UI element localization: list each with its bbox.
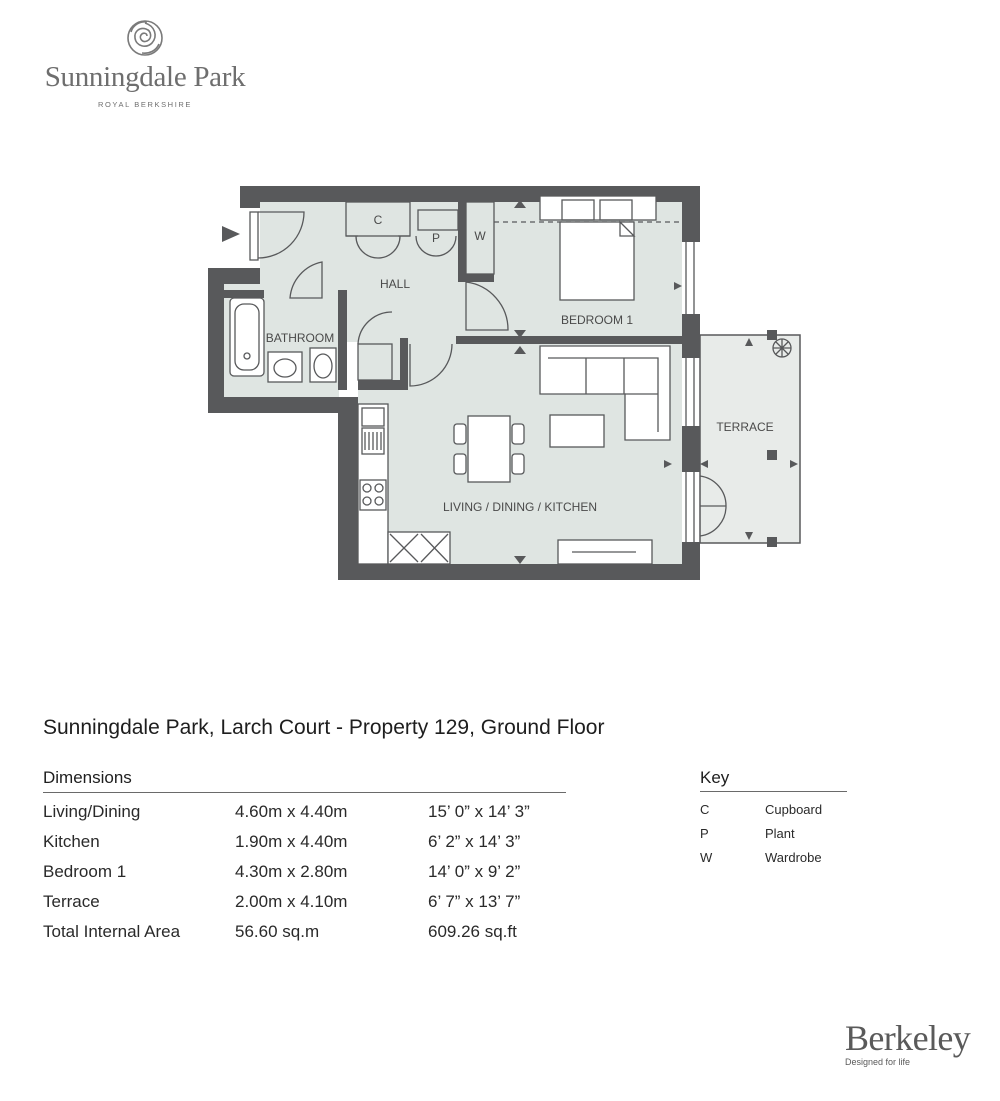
entrance-arrow-icon	[222, 226, 240, 242]
room-metric: 4.30m x 2.80m	[235, 862, 348, 881]
key-row	[700, 845, 822, 869]
key-label: Wardrobe	[765, 849, 822, 865]
table-row	[43, 857, 530, 887]
bathroom-label: BATHROOM	[265, 331, 335, 345]
property-title: Sunningdale Park, Larch Court - Property 129, Ground Floor	[43, 716, 605, 739]
room-metric: 1.90m x 4.40m	[235, 832, 348, 851]
developer-name: Berkeley	[845, 1018, 971, 1058]
dimensions-table	[43, 797, 530, 947]
room-name: Terrace	[43, 892, 100, 911]
terrace-label: TERRACE	[716, 420, 774, 434]
key-table	[700, 797, 822, 869]
room-imperial: 609.26 sq.ft	[428, 922, 517, 941]
plant-label: P	[431, 231, 441, 245]
key-row	[700, 797, 822, 821]
development-location: ROYAL BERKSHIRE	[97, 100, 193, 109]
room-name: Kitchen	[43, 832, 100, 851]
cupboard-label: C	[373, 213, 383, 227]
key-code: W	[700, 849, 713, 865]
key-label: Plant	[765, 825, 795, 841]
key-code: P	[700, 825, 709, 841]
key-code: C	[700, 801, 710, 817]
key-section	[700, 768, 847, 869]
room-imperial: 6’ 7” x 13’ 7”	[428, 892, 521, 911]
dimensions-section	[43, 768, 566, 947]
dimensions-heading: Dimensions	[43, 768, 566, 793]
development-name: Sunningdale Park	[44, 61, 246, 93]
table-row	[43, 797, 530, 827]
room-imperial: 6’ 2” x 14’ 3”	[428, 832, 521, 851]
room-name: Bedroom 1	[43, 862, 127, 881]
room-name: Living/Dining	[43, 802, 141, 821]
table-row	[43, 887, 530, 917]
developer-tagline: Designed for life	[845, 1057, 911, 1067]
wardrobe-label: W	[474, 229, 486, 243]
room-metric: 2.00m x 4.10m	[235, 892, 348, 911]
key-label: Cupboard	[765, 801, 823, 817]
room-name: Total Internal Area	[43, 922, 181, 941]
key-heading: Key	[700, 768, 847, 792]
room-metric: 56.60 sq.m	[235, 922, 320, 941]
table-row	[43, 917, 530, 947]
room-metric: 4.60m x 4.40m	[235, 802, 348, 821]
living-label: LIVING / DINING / KITCHEN	[442, 500, 598, 514]
developer-logo	[845, 1020, 975, 1067]
hall-label: HALL	[379, 277, 411, 291]
terrace-area	[700, 335, 800, 543]
key-row	[700, 821, 822, 845]
table-row	[43, 827, 530, 857]
bedroom-label: BEDROOM 1	[560, 313, 634, 327]
room-imperial: 15’ 0” x 14’ 3”	[428, 802, 530, 821]
room-imperial: 14’ 0” x 9’ 2”	[428, 862, 521, 881]
